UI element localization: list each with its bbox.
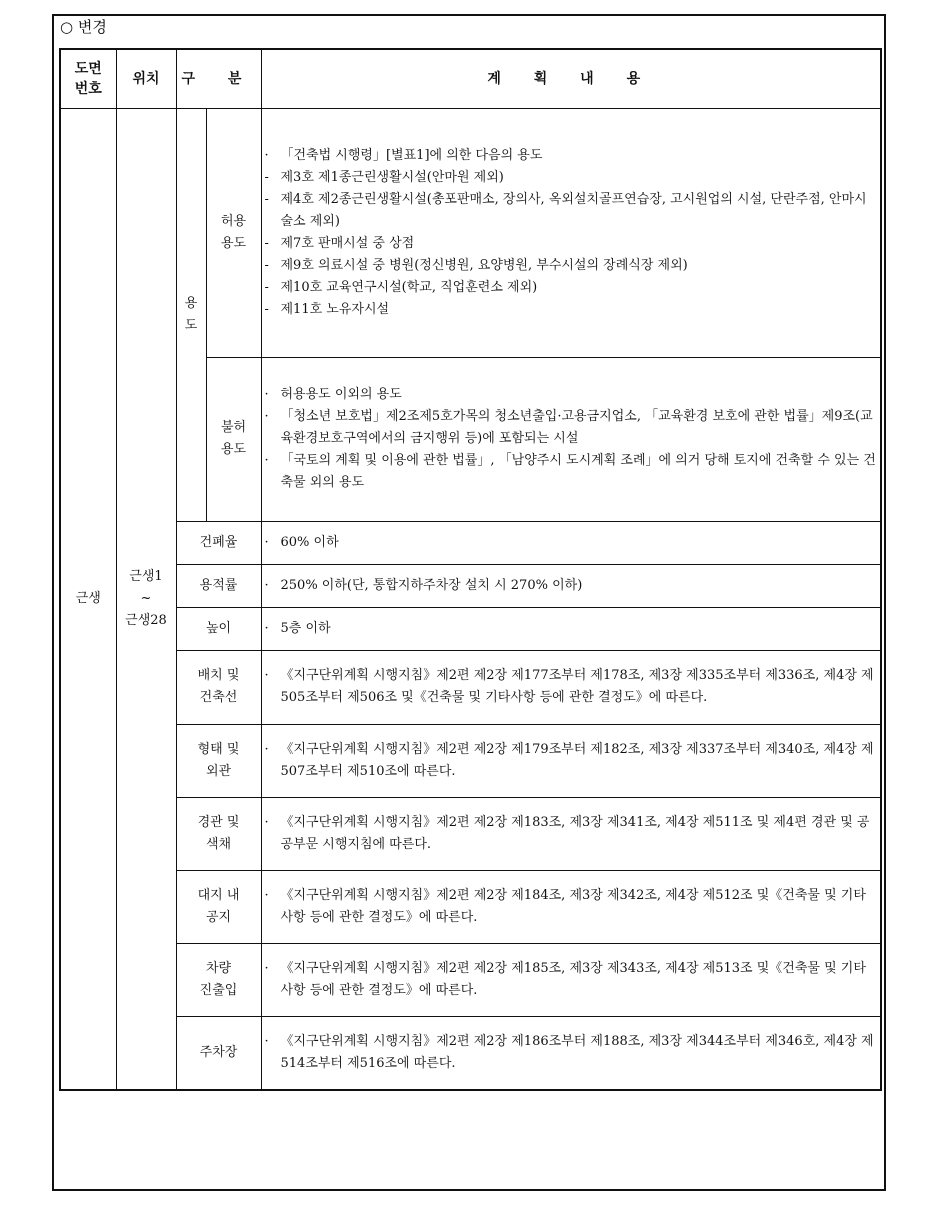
content-line: · 「청소년 보호법」제2조제5호가목의 청소년출입·고용금지업소, 「교육환경 보호에 관한 법률」제9조(교육환경보호구역에서의 금지행위 등)에 포함되는 시설 (264, 409, 873, 447)
content-line: - 제11호 노유자시설 (264, 301, 390, 317)
allowed-use-row (60, 109, 881, 358)
row-label-landscape: 경관 및 색채 (176, 797, 261, 870)
row-label-parking: 주차장 (176, 1017, 261, 1090)
table-row (60, 1017, 881, 1090)
row-label-form: 형태 및 외관 (176, 724, 261, 797)
content-line: · 「국토의 계획 및 이용에 관한 법률」, 「남양주시 도시계획 조례」에 의거 당해 토지에 건축할 수 있는 건축물 외의 용도 (264, 453, 876, 491)
row-content-height: · 5층 이하 (261, 608, 881, 651)
row-content-parking: · 《지구단위계획 시행지침》제2편 제2장 제186조부터 제188조, 제3장 제344조부터 제346호, 제4장 제514조부터 제516조에 따른다. (261, 1017, 881, 1090)
content-line: - 제7호 판매시설 중 상점 (264, 235, 415, 251)
allowed-use-content (261, 109, 881, 358)
row-content-floor-area-ratio: · 250% 이하(단, 통합지하주차장 설치 시 270% 이하) (261, 565, 881, 608)
content-line: - 제4호 제2종근린생활시설(총포판매소, 장의사, 옥외설치골프연습장, 고시원업의 시설, 단란주점, 안마시술소 제외) (264, 191, 867, 229)
row-content-vehicle-access: · 《지구단위계획 시행지침》제2편 제2장 제185조, 제3장 제343조, 제4장 제513조 및《건축물 및 기타사항 등에 관한 결정도》에 따른다. (261, 944, 881, 1017)
table-row (60, 724, 881, 797)
row-content-form: · 《지구단위계획 시행지침》제2편 제2장 제179조부터 제182조, 제3장 제337조부터 제340조, 제4장 제507조부터 제510조에 따른다. (261, 724, 881, 797)
drawing-no-cell: 근생 (60, 109, 116, 1090)
header-location: 위치 (116, 49, 176, 109)
section-heading: ○ 변경 (60, 18, 107, 36)
table-row (60, 797, 881, 870)
content-line: - 제10호 교육연구시설(학교, 직업훈련소 제외) (264, 279, 538, 295)
prohibited-use-content (261, 357, 881, 521)
row-content-coverage: · 60% 이하 (261, 522, 881, 565)
table-row (60, 870, 881, 943)
use-group-label: 용 도 (176, 109, 206, 522)
row-content-landscape: · 《지구단위계획 시행지침》제2편 제2장 제183조, 제3장 제341조, 제4장 제511조 및 제4편 경관 및 공공부문 시행지침에 따른다. (261, 797, 881, 870)
content-line: · 「건축법 시행령」[별표1]에 의한 다음의 용도 (264, 147, 543, 163)
content-line: - 제3호 제1종근린생활시설(안마원 제외) (264, 169, 504, 185)
content-line: · 허용용도 이외의 용도 (264, 387, 402, 403)
header-row (60, 49, 881, 109)
header-drawing-no: 도면 번호 (60, 49, 116, 109)
row-label-vehicle-access: 차량 진출입 (176, 944, 261, 1017)
location-cell: 근생1 ~ 근생28 (116, 109, 176, 1090)
row-label-layout: 배치 및 건축선 (176, 651, 261, 724)
table-row (60, 651, 881, 724)
table-row (60, 944, 881, 1017)
row-label-open-space: 대지 내 공지 (176, 870, 261, 943)
row-label-height: 높이 (176, 608, 261, 651)
content-line: - 제9호 의료시설 중 병원(정신병원, 요양병원, 부수시설의 장례식장 제외) (264, 257, 688, 273)
plan-table (59, 48, 882, 1091)
table-row (60, 522, 881, 565)
table-row (60, 608, 881, 651)
header-category: 구 분 (176, 49, 261, 109)
header-plan-content: 계 획 내 용 (261, 49, 881, 109)
row-content-layout: · 《지구단위계획 시행지침》제2편 제2장 제177조부터 제178조, 제3장 제335조부터 제336조, 제4장 제505조부터 제506조 및《건축물 및 기타사항 등에 관한 결정도》에 따른다. (261, 651, 881, 724)
row-label-floor-area-ratio: 용적률 (176, 565, 261, 608)
row-content-open-space: · 《지구단위계획 시행지침》제2편 제2장 제184조, 제3장 제342조, 제4장 제512조 및《건축물 및 기타사항 등에 관한 결정도》에 따른다. (261, 870, 881, 943)
row-label-coverage: 건폐율 (176, 522, 261, 565)
table-row (60, 565, 881, 608)
allowed-use-label: 허용 용도 (206, 109, 261, 358)
prohibited-use-label: 불허 용도 (206, 357, 261, 521)
